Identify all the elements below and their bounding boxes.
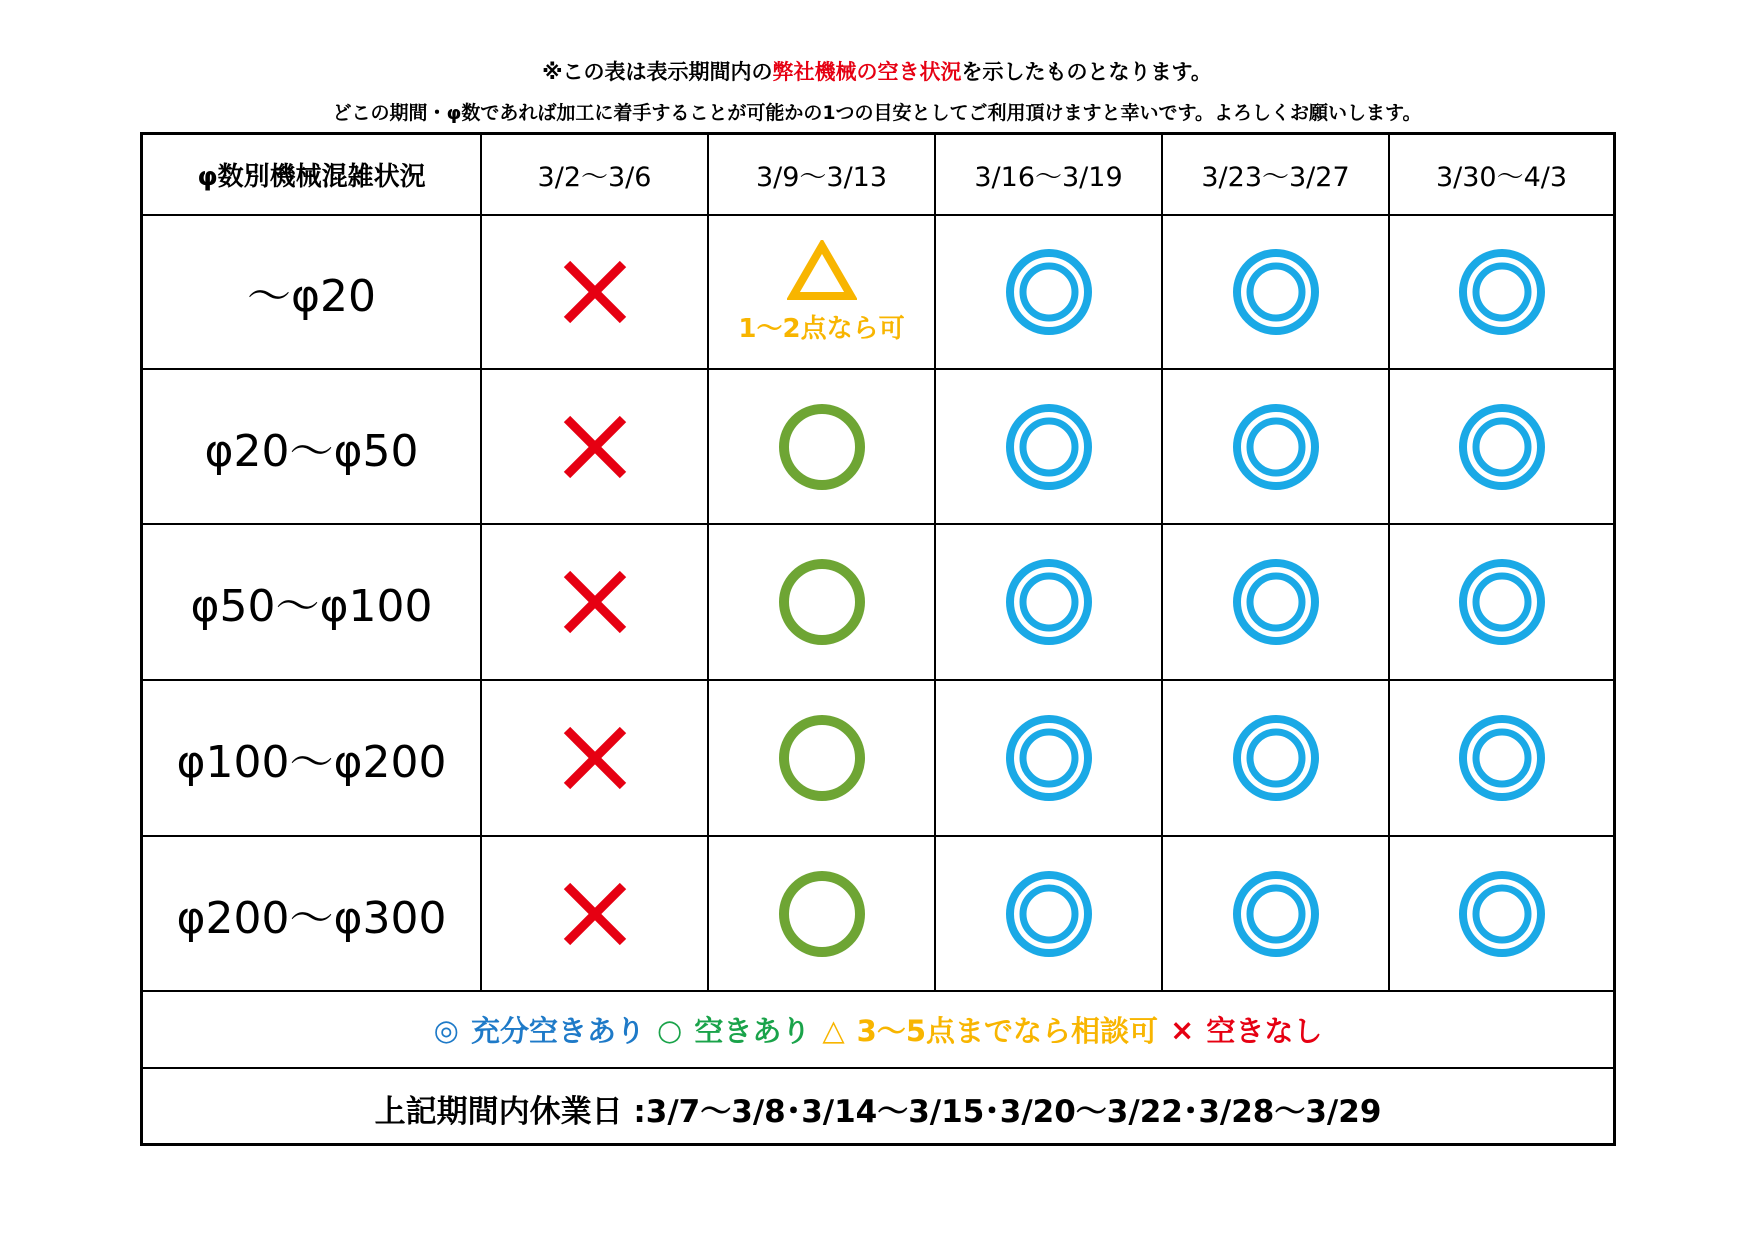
status-cell [482, 216, 709, 370]
status-cell [936, 681, 1163, 837]
legend-triangle-label: 3～5点までなら相談可 [856, 1014, 1158, 1048]
status-cell [709, 216, 936, 370]
circle-icon [777, 402, 867, 492]
status-cell [1390, 370, 1613, 525]
circle-icon [777, 869, 867, 959]
status-cell [936, 216, 1163, 370]
double-circle-icon [1457, 713, 1547, 803]
size-range-label: φ200～φ300 [143, 837, 482, 992]
period-header: 3/23～3/27 [1163, 135, 1390, 216]
status-cell [1390, 525, 1613, 681]
circle-icon [777, 557, 867, 647]
double-circle-icon [1004, 247, 1094, 337]
cross-icon [550, 869, 640, 959]
double-circle-icon [1457, 869, 1547, 959]
period-header: 3/16～3/19 [936, 135, 1163, 216]
note-prefix: ※この表は表示期間内の [542, 60, 773, 84]
legend-row [143, 992, 1613, 1069]
status-cell [1390, 216, 1613, 370]
status-cell [1163, 216, 1390, 370]
double-circle-icon [1231, 402, 1321, 492]
double-circle-icon [1457, 402, 1547, 492]
circle-icon [777, 713, 867, 803]
double-circle-icon [1004, 869, 1094, 959]
status-cell [1163, 525, 1390, 681]
size-range-label: φ50～φ100 [143, 525, 482, 681]
size-range-label: φ20～φ50 [143, 370, 482, 525]
status-cell [936, 525, 1163, 681]
cross-legend-icon: × [1170, 1012, 1195, 1047]
double-circle-icon [1231, 713, 1321, 803]
cross-icon [550, 557, 640, 647]
status-cell [936, 837, 1163, 992]
double-circle-icon [1457, 247, 1547, 337]
machine-availability-table [140, 132, 1616, 1146]
header-note-line-2: どこの期間・φ数であれば加工に着手することが可能かの1つの目安としてご利用頂けますと幸いです。よろしくお願いします。 [332, 102, 1422, 124]
status-cell [709, 525, 936, 681]
status-cell [482, 681, 709, 837]
status-cell [482, 370, 709, 525]
status-cell [1163, 681, 1390, 837]
legend-circle-label: 空きあり [694, 1014, 811, 1048]
double-circle-icon [1231, 557, 1321, 647]
double-circle-icon [1231, 869, 1321, 959]
double-circle-icon [1231, 247, 1321, 337]
double-circle-icon [1004, 557, 1094, 647]
cross-icon [550, 713, 640, 803]
status-cell [1163, 837, 1390, 992]
double-circle-legend-icon: ◎ [433, 1012, 459, 1047]
status-cell [482, 837, 709, 992]
status-cell [709, 837, 936, 992]
period-header: 3/2～3/6 [482, 135, 709, 216]
triangle-icon [787, 240, 857, 302]
size-range-label: φ100～φ200 [143, 681, 482, 837]
status-cell [482, 525, 709, 681]
period-header: 3/30～4/3 [1390, 135, 1613, 216]
legend-cross-label: 空きなし [1206, 1014, 1323, 1048]
note-suffix: を示したものとなります。 [961, 60, 1212, 84]
note-highlight: 弊社機械の空き状況 [772, 60, 962, 84]
cross-icon [550, 247, 640, 337]
double-circle-icon [1004, 713, 1094, 803]
size-range-label: ～φ20 [143, 216, 482, 370]
legend-double-circle-label: 充分空きあり [470, 1014, 645, 1048]
header-note-line-1 [0, 56, 1754, 86]
status-cell [709, 370, 936, 525]
circle-legend-icon: ○ [657, 1012, 683, 1047]
triangle-legend-icon: △ [822, 1012, 845, 1047]
status-cell [936, 370, 1163, 525]
status-cell [1163, 370, 1390, 525]
triangle-note: 1～2点なら可 [738, 313, 905, 344]
status-cell [1390, 837, 1613, 992]
double-circle-icon [1004, 402, 1094, 492]
double-circle-icon [1457, 557, 1547, 647]
cross-icon [550, 402, 640, 492]
period-header: 3/9～3/13 [709, 135, 936, 216]
holiday-row: 上記期間内休業日 :3/7～3/8･3/14～3/15･3/20～3/22･3/28～3/29 [374, 1094, 1382, 1130]
status-cell [709, 681, 936, 837]
status-cell [1390, 681, 1613, 837]
table-corner-label: φ数別機械混雑状況 [143, 135, 482, 216]
